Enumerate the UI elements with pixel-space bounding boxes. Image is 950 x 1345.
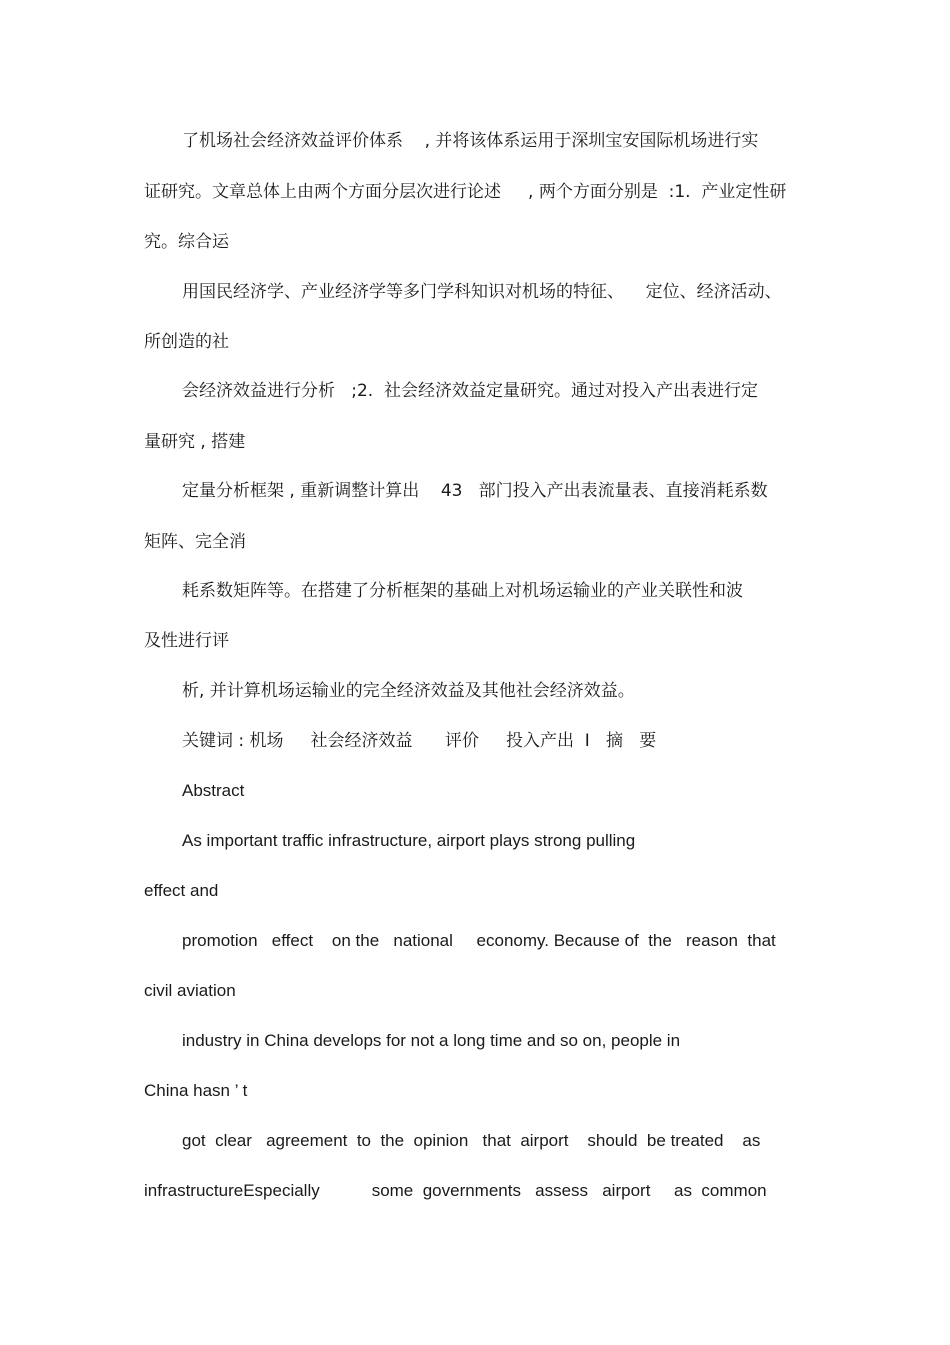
text-line: 证研究。文章总体上由两个方面分层次进行论述 , 两个方面分别是 :1. 产业定性研 — [144, 182, 787, 202]
text-line: As important traffic infrastructure, airport plays strong pulling — [182, 831, 636, 850]
text-line: 耗系数矩阵等。在搭建了分析框架的基础上对机场运输业的产业关联性和波 — [182, 581, 743, 601]
text-line: civil aviation — [144, 981, 236, 1000]
keywords-line: 关键词 : 机场 社会经济效益 评价 投入产出 I 摘 要 — [182, 731, 657, 751]
text-line: infrastructureEspecially some governments assess airport as common — [144, 1181, 767, 1200]
text-line: industry in China develops for not a long time and so on, people in — [182, 1031, 681, 1050]
text-line: 了机场社会经济效益评价体系 , 并将该体系运用于深圳宝安国际机场进行实 — [182, 131, 759, 151]
text-line: 会经济效益进行分析 ;2. 社会经济效益定量研究。通过对投入产出表进行定 — [182, 381, 758, 401]
text-line: 量研究 , 搭建 — [144, 432, 246, 452]
text-line: 所创造的社 — [144, 332, 229, 352]
text-line: 矩阵、完全消 — [144, 532, 246, 552]
text-line: China hasn ’ t — [144, 1081, 248, 1100]
text-line: 及性进行评 — [144, 631, 229, 651]
text-line: got clear agreement to the opinion that airport should be treated as — [182, 1131, 761, 1150]
abstract-heading: Abstract — [182, 781, 245, 800]
text-line: effect and — [144, 881, 219, 900]
text-line: promotion effect on the national economy. Because of the reason that — [182, 931, 776, 950]
text-line: 用国民经济学、产业经济学等多门学科知识对机场的特征、 定位、经济活动、 — [182, 282, 782, 302]
text-line: 定量分析框架 , 重新调整计算出 43 部门投入产出表流量表、直接消耗系数 — [182, 481, 768, 501]
text-line: 析, 并计算机场运输业的完全经济效益及其他社会经济效益。 — [182, 681, 635, 701]
text-line: 究。综合运 — [144, 232, 229, 252]
